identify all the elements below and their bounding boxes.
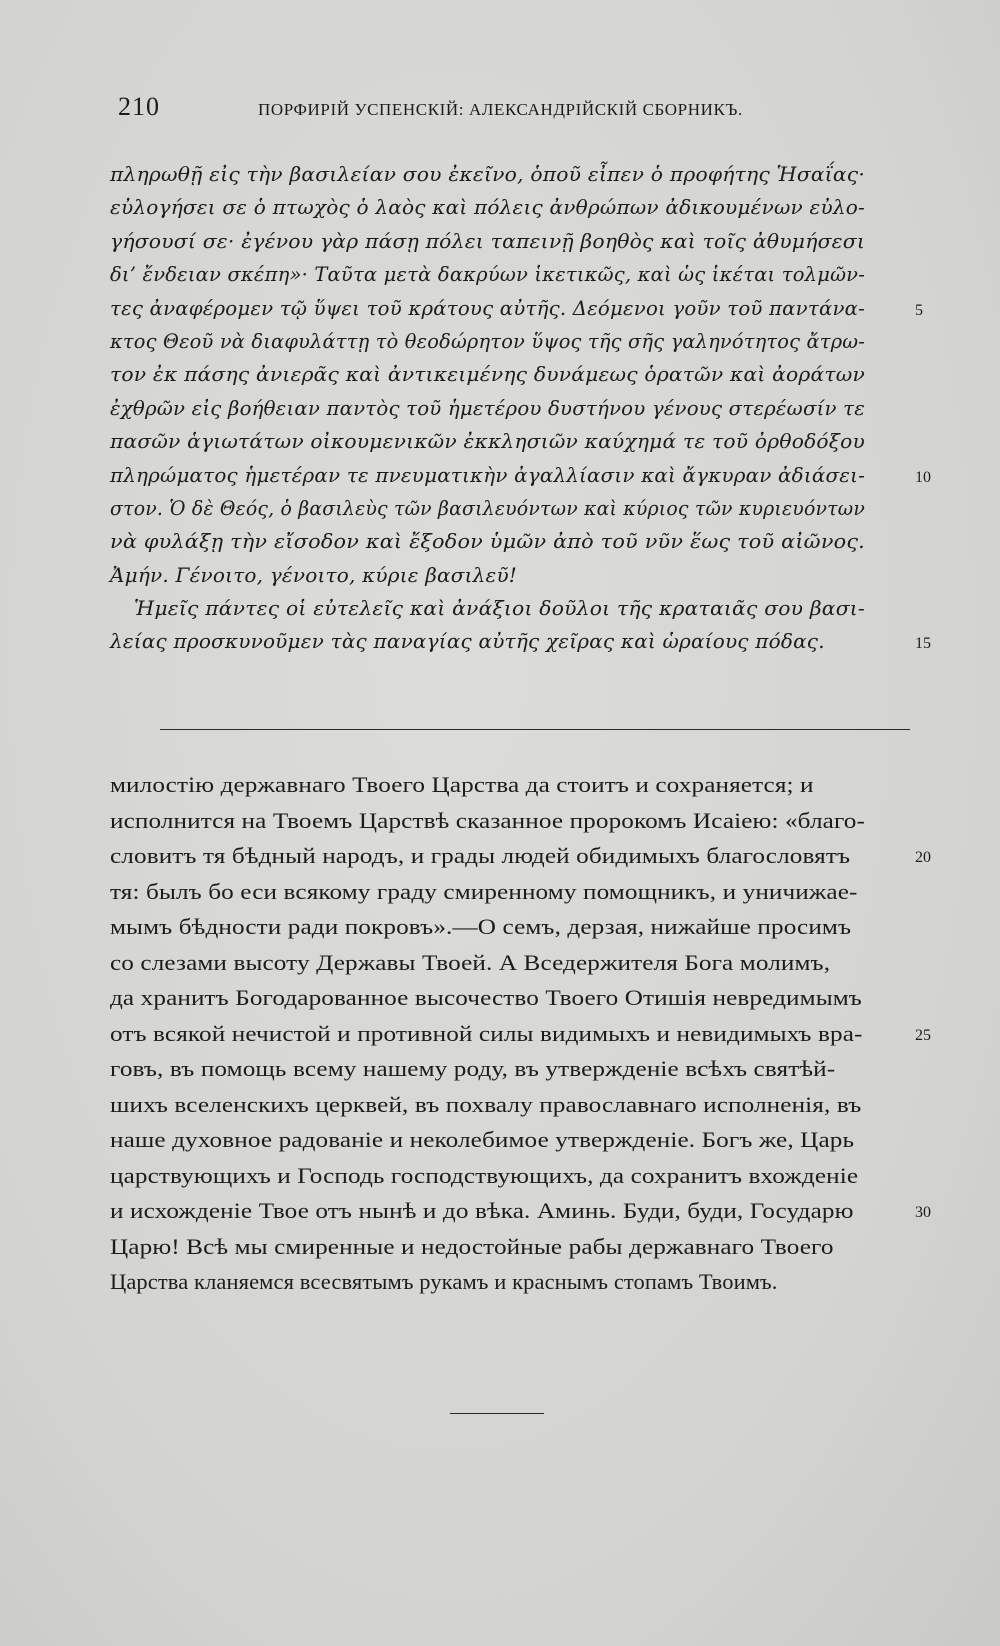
- line-number: 5: [915, 301, 923, 319]
- line-number: 30: [915, 1204, 931, 1221]
- russian-line: [110, 838, 931, 874]
- russian-line: [110, 945, 910, 981]
- russian-line: [110, 1051, 910, 1087]
- greek-line-text: γήσουσί σε· ἐγένου γὰρ πάσῃ πόλει ταπεινῇ βοηθὸς καὶ τοῖς ἀθυμήσεσι: [110, 228, 865, 253]
- russian-line-text: тя: былъ бо еси всякому граду смиренному помощникъ, и уничижае-: [110, 878, 858, 904]
- footnote-separator: [160, 729, 910, 730]
- russian-line-text: исполнится на Твоемъ Царствѣ сказанное пророкомъ Исаіею: «благо-: [110, 807, 865, 833]
- russian-line-text: мымъ бѣдности ради покровъ».—О семъ, дерзая, нижайше просимъ: [110, 914, 852, 939]
- russian-line: [110, 1087, 910, 1123]
- russian-line: [110, 1158, 910, 1194]
- russian-line-text: наше духовное радованіе и неколебимое утвержденіе. Богъ же, Царь: [110, 1127, 855, 1152]
- greek-line-text: Ἀμήν. Γένοιτο, γένοιτο, κύριε βασιλεῦ!: [110, 562, 518, 587]
- russian-line: [110, 767, 910, 803]
- russian-line: [110, 803, 910, 839]
- russian-line: [110, 909, 910, 945]
- russian-line-text: милостію державнаго Твоего Царства да стоитъ и сохраняется; и: [110, 772, 814, 797]
- greek-line-text: δι’ ἔνδειαν σκέπη»· Ταῦτα μετὰ δακρύων ἱκετικῶς, καὶ ὡς ἱκέται τολμῶν-: [110, 262, 865, 287]
- russian-line: [110, 980, 910, 1016]
- russian-line-text: Царю! Всѣ мы смиренные и недостойные рабы державнаго Твоего: [110, 1233, 834, 1259]
- greek-text-block: [110, 158, 931, 659]
- line-number: 10: [915, 468, 931, 486]
- russian-line-text: словитъ тя бѣдный народъ, и грады людей обидимыхъ благословятъ: [110, 843, 851, 868]
- greek-line: [110, 392, 910, 425]
- end-rule: [450, 1413, 544, 1414]
- greek-line: [110, 492, 910, 525]
- greek-line: [110, 358, 910, 391]
- russian-line-text: царствующихъ и Господь господствующихъ, да сохранитъ вхожденіе: [110, 1162, 859, 1188]
- greek-line: [110, 559, 910, 592]
- greek-line-text: πληρώματος ἡμετέραν τε πνευματικὴν ἀγαλλίασιν καὶ ἄγκυραν ἀδιάσει-: [110, 462, 865, 487]
- greek-line-text: λείας προσκυνοῦμεν τὰς παναγίας αὐτῆς χεῖρας καὶ ὡραίους πόδας.: [110, 629, 825, 654]
- russian-line-text: говъ, въ помощь всему нашему роду, въ утвержденіе всѣхъ святѣй-: [110, 1056, 836, 1081]
- line-number: 25: [915, 1026, 931, 1044]
- russian-line: [110, 1193, 931, 1229]
- greek-line-text: πληρωθῇ εἰς τὴν βασιλείαν σου ἐκεῖνο, ὁποῦ εἶπεν ὁ προφήτης Ἡσαΐας·: [110, 162, 866, 186]
- greek-line: [110, 325, 910, 358]
- russian-line-text: со слезами высоту Державы Твоей. А Вседержителя Бога молимъ,: [110, 949, 831, 975]
- line-number: 15: [915, 635, 931, 653]
- greek-line: [110, 225, 910, 258]
- greek-line-text: στον. Ὁ δὲ Θεός, ὁ βασιλεὺς τῶν βασιλευόντων καὶ κύριος τῶν κυριευόντων: [110, 495, 865, 520]
- page-header: [118, 92, 878, 132]
- russian-text-block: [110, 767, 931, 1300]
- russian-line-text: отъ всякой нечистой и противной силы видимыхъ и невидимыхъ вра-: [110, 1020, 863, 1046]
- russian-line-text: и исхожденіе Твое отъ нынѣ и до вѣка. Аминь. Буди, буди, Государю: [110, 1198, 854, 1223]
- greek-line: [110, 191, 910, 224]
- russian-line: [110, 1122, 910, 1158]
- greek-line: [110, 525, 910, 558]
- greek-line: [110, 425, 910, 458]
- running-title: ПОРФИРІЙ УСПЕНСКІЙ: АЛЕКСАНДРІЙСКІЙ СБОРНИКЪ.: [258, 100, 743, 119]
- russian-line: [110, 1264, 910, 1300]
- russian-line: [110, 874, 910, 910]
- russian-line: [110, 1016, 931, 1052]
- greek-line: [110, 292, 923, 325]
- greek-line-text: εὐλογήσει σε ὁ πτωχὸς ὁ λαὸς καὶ πόλεις ἀνθρώπων ἀδικουμένων εὐλο-: [110, 195, 865, 220]
- greek-line-text: τον ἐκ πάσης ἀνιερᾶς καὶ ἀντικειμένης δυνάμεως ὁρατῶν καὶ ἀοράτων: [110, 362, 865, 387]
- line-number: 20: [915, 849, 931, 866]
- greek-line: [110, 158, 910, 191]
- greek-line-text: κτος Θεοῦ νὰ διαφυλάττῃ τὸ θεοδώρητον ὕψος τῆς σῆς γαληνότητος ἄτρω-: [110, 328, 865, 353]
- greek-line-text: Ἡμεῖς πάντες οἱ εὐτελεῖς καὶ ἀνάξιοι δοῦλοι τῆς κραταιᾶς σου βασι-: [134, 596, 865, 621]
- russian-line-text: шихъ вселенскихъ церквей, въ похвалу православнаго исполненія, въ: [110, 1091, 862, 1117]
- greek-line-text: πασῶν ἁγιωτάτων οἰκουμενικῶν ἐκκλησιῶν καύχημά τε τοῦ ὀρθοδόξου: [110, 429, 865, 454]
- greek-line: [110, 258, 910, 291]
- greek-line-text: τες ἀναφέρομεν τῷ ὕψει τοῦ κράτους αὐτῆς. Δεόμενοι γοῦν τοῦ παντάνα-: [110, 295, 865, 320]
- greek-line: [110, 625, 931, 658]
- page-number: 210: [118, 92, 160, 121]
- russian-line-text: да хранитъ Богодарованное высочество Твоего Отишія невредимымъ: [110, 985, 862, 1010]
- russian-line-text: Царства кланяемся всесвятымъ рукамъ и краснымъ стопамъ Твоимъ.: [110, 1269, 778, 1294]
- russian-line: [110, 1229, 910, 1265]
- greek-line-text: νὰ φυλάξῃ τὴν εἴσοδον καὶ ἔξοδον ὑμῶν ἀπὸ τοῦ νῦν ἕως τοῦ αἰῶνος.: [110, 529, 865, 554]
- greek-line: [110, 459, 931, 492]
- greek-line-text: ἐχθρῶν εἰς βοήθειαν παντὸς τοῦ ἡμετέρου δυστήνου γένους στερέωσίν τε: [110, 395, 865, 420]
- greek-line: [110, 592, 910, 625]
